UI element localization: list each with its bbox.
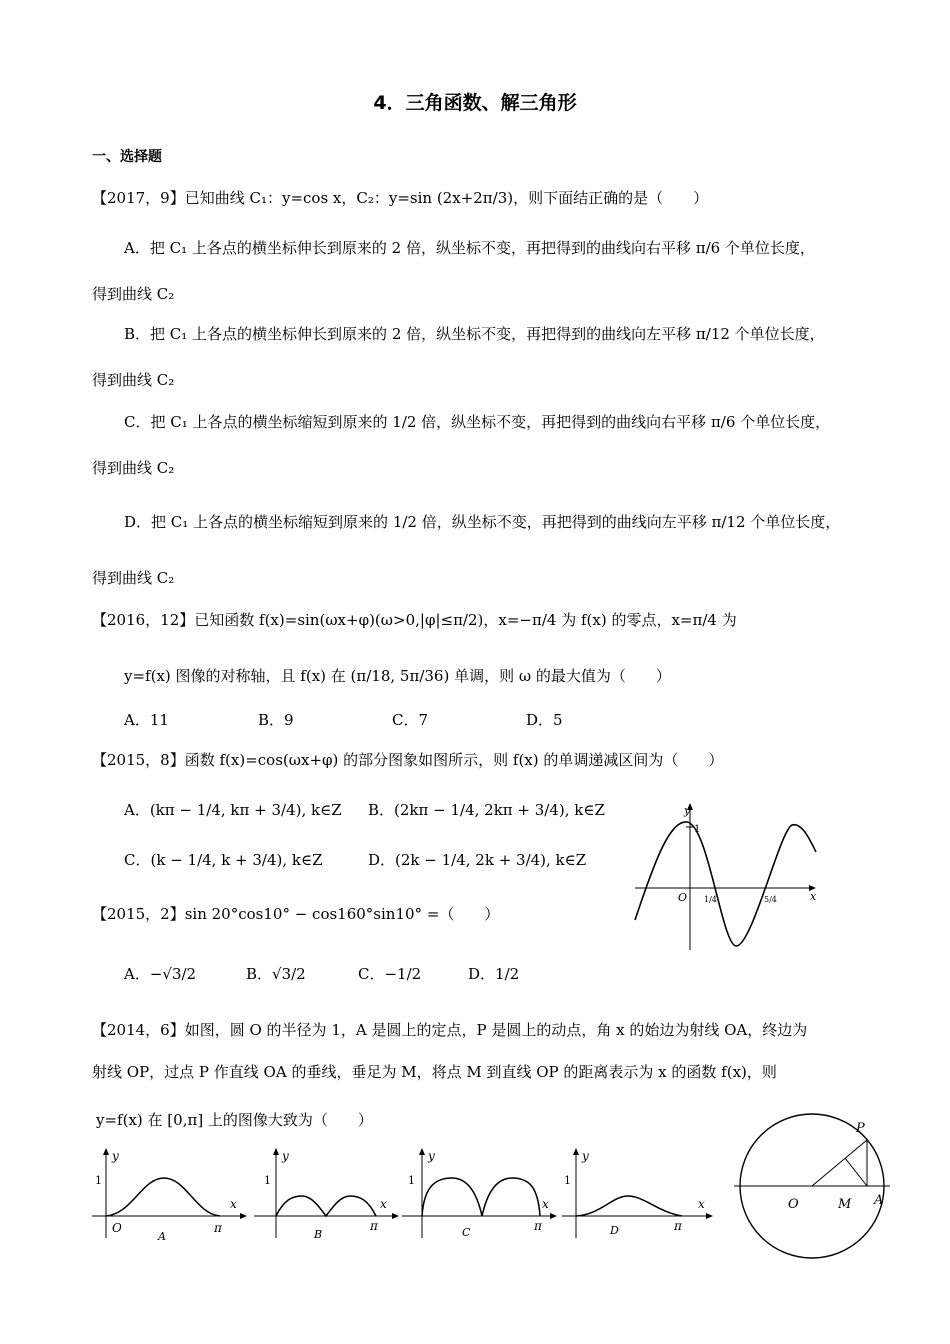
graph-a-label: A — [158, 1230, 166, 1243]
graph-a-x-label: x — [230, 1197, 237, 1211]
q1-option-a: A．把 C₁ 上各点的横坐标伸长到原来的 2 倍，纵坐标不变，再把得到的曲线向右平移 π/6 个单位长度， — [124, 239, 815, 257]
graph-c-x-label: x — [542, 1197, 549, 1211]
q5-stem-cont2: y=f(x) 在 [0,π] 上的图像大致为（ ） — [96, 1111, 373, 1129]
graph-b-y-label: y — [282, 1149, 289, 1163]
graph-tick-five-quarters: 5/4 — [764, 895, 777, 904]
circle-point-o: O — [788, 1197, 799, 1212]
graph-a-y-label: y — [112, 1149, 119, 1163]
q5-stem-cont: 射线 OP，过点 P 作直线 OA 的垂线，垂足为 M，将点 M 到直线 OP 的距离表示为 x 的函数 f(x)，则 — [92, 1063, 777, 1081]
q2-option-d: D．5 — [526, 711, 563, 729]
graph-tick-quarter: 1/4 — [704, 895, 717, 904]
choice-graph-c — [402, 1148, 557, 1240]
q3-option-a: A．(kπ − 1/4, kπ + 3/4), k∈Z — [124, 801, 342, 819]
graph-c-y-label: y — [428, 1149, 435, 1163]
q3-option-b: B．(2kπ − 1/4, 2kπ + 3/4), k∈Z — [368, 801, 605, 819]
choice-graph-b — [254, 1148, 399, 1240]
graph-d-y-label: y — [582, 1149, 589, 1163]
q1-option-c: C．把 C₁ 上各点的横坐标缩短到原来的 1/2 倍，纵坐标不变，再把得到的曲线向右平移 π/6 个单位长度， — [124, 413, 831, 431]
graph-x-label: x — [810, 890, 817, 903]
q3-option-c: C．(k − 1/4, k + 3/4), k∈Z — [124, 851, 323, 869]
q1-option-b: B．把 C₁ 上各点的横坐标伸长到原来的 2 倍，纵坐标不变，再把得到的曲线向左平移 π/12 个单位长度， — [124, 325, 825, 343]
graph-a-one: 1 — [95, 1174, 102, 1187]
q1-option-b-cont: 得到曲线 C₂ — [92, 371, 175, 389]
q1-option-d-cont: 得到曲线 C₂ — [92, 569, 175, 587]
graph-d-pi: π — [674, 1219, 682, 1233]
q4-option-b: B．√3/2 — [246, 965, 306, 983]
q1-option-a-cont: 得到曲线 C₂ — [92, 285, 175, 303]
q1-option-d: D．把 C₁ 上各点的横坐标缩短到原来的 1/2 倍，纵坐标不变，再把得到的曲线向左平移 π/12 个单位长度， — [124, 513, 841, 531]
choice-graph-a — [92, 1148, 247, 1243]
q4-option-d: D．1/2 — [468, 965, 520, 983]
q1-stem: 【2017，9】已知曲线 C₁：y=cos x，C₂：y=sin (2x+2π/3)，则下面结正确的是（ ） — [92, 189, 709, 207]
graph-c-pi: π — [534, 1219, 542, 1233]
graph-b-pi: π — [370, 1219, 378, 1233]
q5-stem: 【2014，6】如图，圆 O 的半径为 1，A 是圆上的定点，P 是圆上的动点，角 x 的始边为射线 OA，终边为 — [92, 1021, 808, 1039]
graph-b-label: B — [314, 1228, 323, 1241]
choice-graph-d — [562, 1148, 717, 1240]
graph-d-one: 1 — [564, 1174, 571, 1187]
graph-a-origin: O — [112, 1221, 122, 1235]
q4-stem: 【2015，2】sin 20°cos10° − cos160°sin10° =（ ） — [92, 905, 500, 923]
graph-a-pi: π — [214, 1221, 222, 1235]
circle-point-p: P — [856, 1121, 865, 1136]
q2-option-a: A．11 — [124, 711, 169, 729]
q2-option-c: C．7 — [392, 711, 429, 729]
q4-option-a: A．−√3/2 — [124, 965, 197, 983]
section-heading: 一、选择题 — [92, 149, 162, 165]
page-title: 4．三角函数、解三角形 — [373, 92, 577, 114]
q1-option-c-cont: 得到曲线 C₂ — [92, 459, 175, 477]
graph-y-label: y — [684, 804, 691, 817]
graph-origin-label: O — [678, 891, 688, 904]
graph-b-one: 1 — [264, 1174, 271, 1187]
graph-c-label: C — [462, 1226, 471, 1239]
circle-point-a: A — [874, 1193, 884, 1208]
q2-stem: 【2016，12】已知函数 f(x)=sin(ωx+φ)(ω>0,|φ|≤π/2)，x=−π/4 为 f(x) 的零点，x=π/4 为 — [92, 611, 737, 629]
q3-stem: 【2015，8】函数 f(x)=cos(ωx+φ) 的部分图象如图所示，则 f(x) 的单调递减区间为（ ） — [92, 751, 724, 769]
circle-point-m: M — [838, 1197, 852, 1212]
q2-stem-cont: y=f(x) 图像的对称轴，且 f(x) 在 (π/18, 5π/36) 单调，则 ω 的最大值为（ ） — [124, 667, 671, 685]
graph-one-label: 1 — [694, 824, 701, 835]
q2-option-b: B．9 — [258, 711, 294, 729]
graph-d-label: D — [610, 1224, 619, 1237]
graph-c-one: 1 — [408, 1174, 415, 1187]
graph-d-x-label: x — [698, 1197, 705, 1211]
cosine-graph — [630, 800, 820, 950]
q3-option-d: D．(2k − 1/4, 2k + 3/4), k∈Z — [368, 851, 587, 869]
q4-option-c: C．−1/2 — [358, 965, 422, 983]
unit-circle-figure — [732, 1108, 932, 1268]
graph-b-x-label: x — [380, 1197, 387, 1211]
